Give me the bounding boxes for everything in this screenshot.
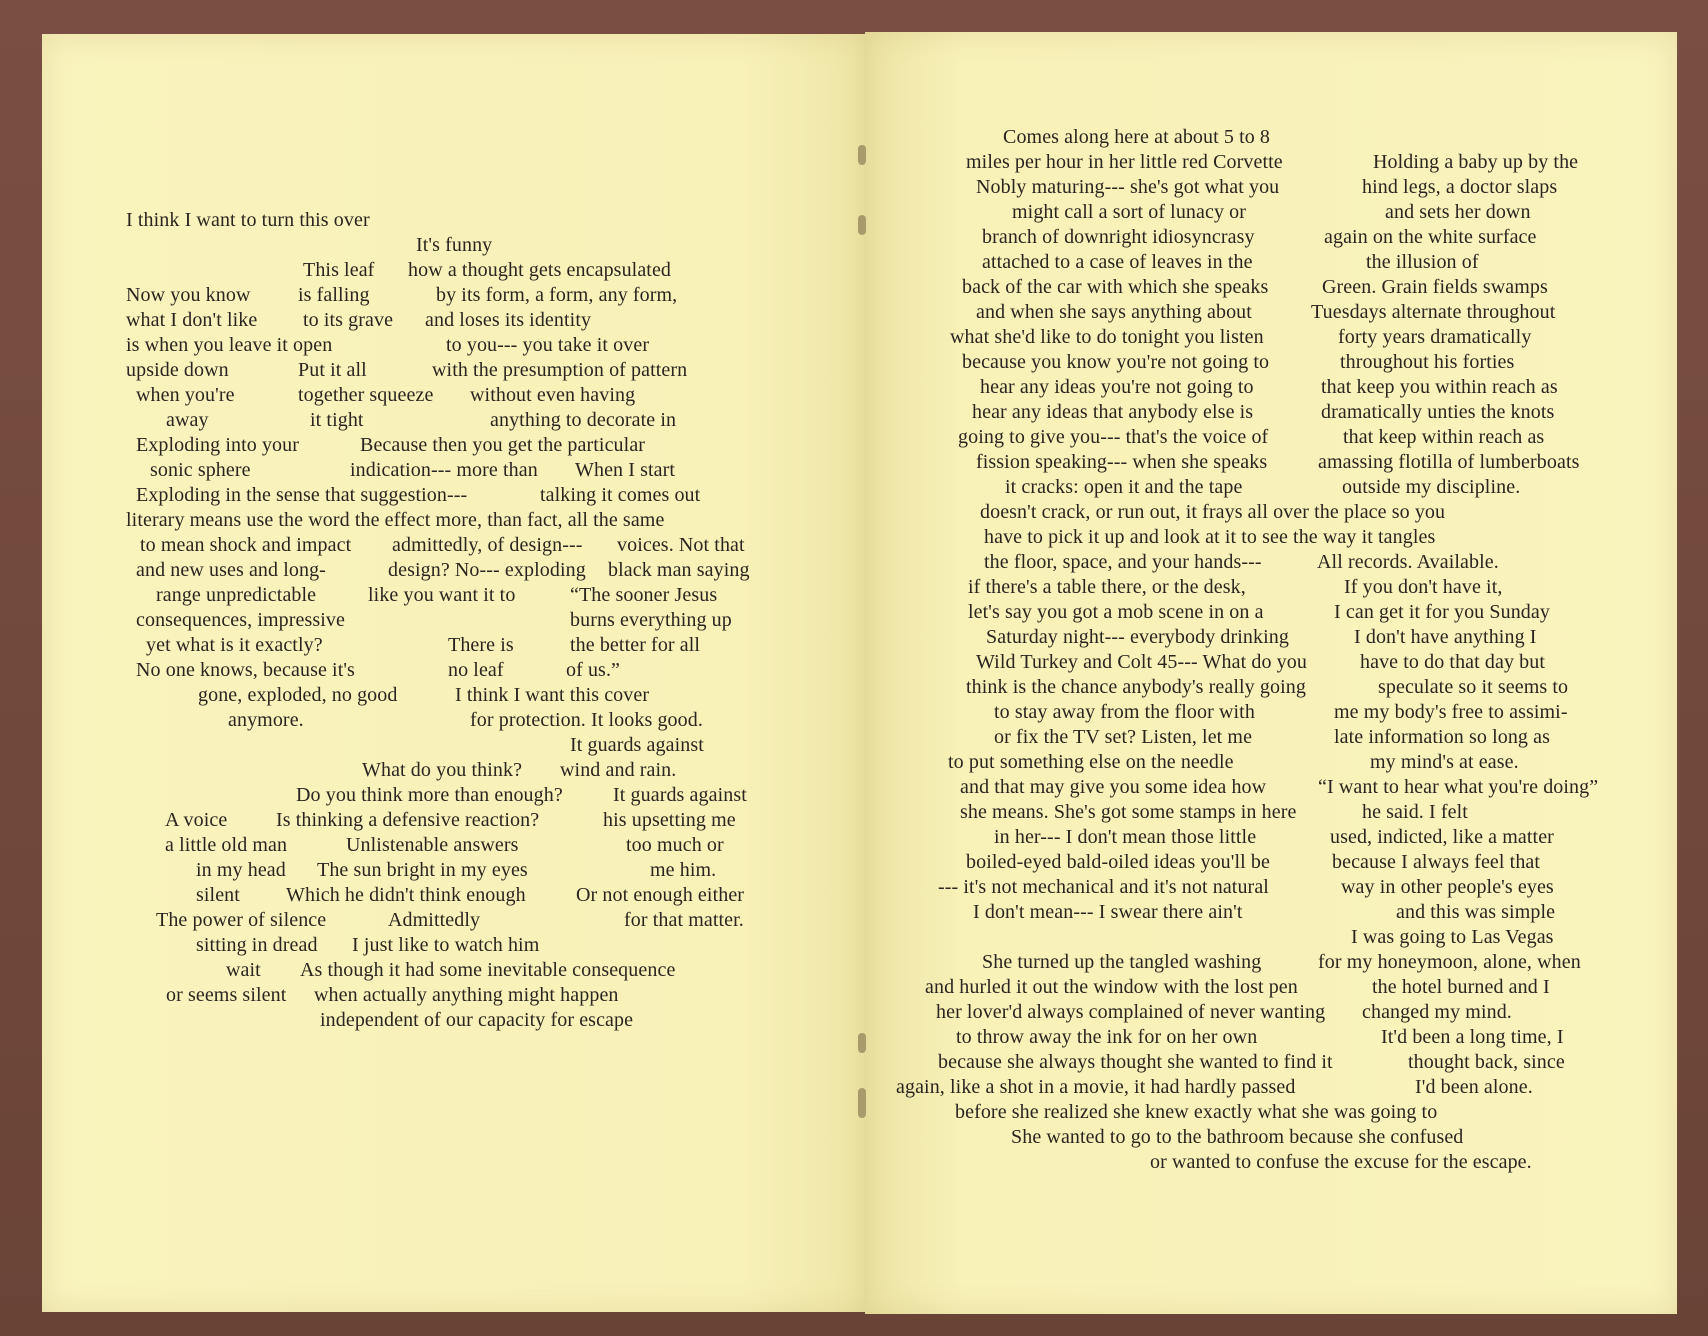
left-line-67: The power of silence [156, 909, 327, 931]
right-line-18: throughout his forties [1340, 351, 1515, 373]
right-line-19: hear any ideas you're not going to [980, 376, 1254, 398]
right-line-12: Green. Grain fields swamps [1322, 276, 1548, 298]
right-line-27: it cracks: open it and the tape [1005, 476, 1243, 498]
right-line-61: I was going to Las Vegas [1351, 926, 1554, 948]
left-line-1: It's funny [416, 234, 493, 256]
binding-staple-lower [858, 1033, 866, 1053]
right-line-35: let's say you got a mob scene in on a [968, 601, 1264, 623]
left-line-59: Unlistenable answers [346, 834, 519, 856]
left-line-24: indication--- more than [350, 459, 538, 481]
right-line-49: and that may give you some idea how [960, 776, 1267, 798]
right-line-33: if there's a table there, or the desk, [968, 576, 1246, 598]
right-line-65: the hotel burned and I [1372, 976, 1550, 998]
right-line-57: --- it's not mechanical and it's not natural [938, 876, 1269, 898]
right-line-47: to put something else on the needle [948, 751, 1234, 773]
left-line-66: Or not enough either [576, 884, 745, 906]
right-line-34: If you don't have it, [1344, 576, 1503, 598]
left-line-65: Which he didn't think enough [286, 884, 526, 906]
right-line-54: used, indicted, like a matter [1330, 826, 1554, 848]
right-line-76: or wanted to confuse the excuse for the escape. [1150, 1151, 1532, 1173]
right-line-36: I can get it for you Sunday [1334, 601, 1550, 623]
left-line-70: sitting in dread [196, 934, 318, 956]
right-line-56: because I always feel that [1332, 851, 1541, 873]
left-line-19: it tight [310, 409, 364, 431]
left-line-45: of us.” [566, 659, 621, 681]
left-line-72: wait [226, 959, 261, 981]
right-line-26: amassing flotilla of lumberboats [1318, 451, 1580, 473]
right-line-16: forty years dramatically [1338, 326, 1532, 348]
left-line-16: together squeeze [298, 384, 434, 406]
right-line-52: he said. I felt [1362, 801, 1468, 823]
left-line-33: design? No--- exploding [388, 559, 586, 581]
right-line-10: the illusion of [1366, 251, 1479, 273]
right-line-70: because she always thought she wanted to find it [938, 1051, 1333, 1073]
left-line-44: no leaf [448, 659, 504, 681]
right-line-43: to stay away from the floor with [994, 701, 1255, 723]
left-line-10: is when you leave it open [126, 334, 333, 356]
right-line-24: that keep within reach as [1343, 426, 1545, 448]
right-line-28: outside my discipline. [1342, 476, 1521, 498]
right-line-75: She wanted to go to the bathroom because she confused [1011, 1126, 1464, 1148]
left-line-14: with the presumption of pattern [432, 359, 688, 381]
left-line-68: Admittedly [388, 909, 481, 931]
right-line-15: what she'd like to do tonight you listen [950, 326, 1264, 348]
right-line-14: Tuesdays alternate throughout [1311, 301, 1556, 323]
left-line-29: to mean shock and impact [140, 534, 352, 556]
right-line-74: before she realized she knew exactly what she was going to [955, 1101, 1438, 1123]
left-line-3: how a thought gets encapsulated [408, 259, 672, 281]
left-line-54: It guards against [613, 784, 747, 806]
right-line-62: She turned up the tangled washing [982, 951, 1262, 973]
left-line-48: anymore. [228, 709, 304, 731]
left-line-52: wind and rain. [560, 759, 677, 781]
left-line-27: talking it comes out [540, 484, 701, 506]
left-line-4: Now you know [126, 284, 251, 306]
right-line-69: It'd been a long time, I [1381, 1026, 1564, 1048]
left-line-2: This leaf [303, 259, 375, 281]
right-line-40: have to do that day but [1360, 651, 1546, 673]
left-line-23: sonic sphere [150, 459, 251, 481]
right-line-21: hear any ideas that anybody else is [972, 401, 1254, 423]
left-line-25: When I start [575, 459, 676, 481]
left-line-61: in my head [196, 859, 286, 881]
right-line-25: fission speaking--- when she speaks [976, 451, 1268, 473]
left-line-30: admittedly, of design--- [392, 534, 583, 556]
left-line-21: Exploding into your [136, 434, 300, 456]
right-line-41: think is the chance anybody's really going [966, 676, 1306, 698]
right-line-23: going to give you--- that's the voice of [958, 426, 1269, 448]
right-line-68: to throw away the ink for on her own [956, 1026, 1258, 1048]
right-line-39: Wild Turkey and Colt 45--- What do you [976, 651, 1307, 673]
left-line-62: The sun bright in my eyes [317, 859, 528, 881]
left-line-31: voices. Not that [617, 534, 745, 556]
right-line-37: Saturday night--- everybody drinking [986, 626, 1289, 648]
right-line-53: in her--- I don't mean those little [994, 826, 1257, 848]
left-line-55: A voice [165, 809, 228, 831]
left-line-13: Put it all [298, 359, 367, 381]
left-line-9: and loses its identity [425, 309, 592, 331]
left-line-15: when you're [136, 384, 235, 406]
right-line-11: back of the car with which she speaks [962, 276, 1269, 298]
left-line-35: range unpredictable [156, 584, 317, 606]
right-line-58: way in other people's eyes [1341, 876, 1554, 898]
left-line-7: what I don't like [126, 309, 258, 331]
left-line-49: for protection. It looks good. [470, 709, 703, 731]
right-line-6: and sets her down [1385, 201, 1531, 223]
left-line-51: What do you think? [362, 759, 523, 781]
right-line-51: she means. She's got some stamps in here [960, 801, 1297, 823]
right-line-55: boiled-eyed bald-oiled ideas you'll be [966, 851, 1270, 873]
left-line-5: is falling [298, 284, 370, 306]
right-line-7: branch of downright idiosyncrasy [982, 226, 1255, 248]
left-line-58: a little old man [165, 834, 288, 856]
left-line-53: Do you think more than enough? [296, 784, 563, 806]
right-line-38: I don't have anything I [1354, 626, 1537, 648]
left-line-6: by its form, a form, any form, [436, 284, 678, 306]
right-line-1: miles per hour in her little red Corvette [966, 151, 1283, 173]
left-line-43: No one knows, because it's [136, 659, 355, 681]
left-line-69: for that matter. [624, 909, 744, 931]
left-line-26: Exploding in the sense that suggestion--- [136, 484, 468, 506]
right-line-8: again on the white surface [1324, 226, 1537, 248]
right-line-73: I'd been alone. [1415, 1076, 1533, 1098]
right-line-72: again, like a shot in a movie, it had hardly passed [896, 1076, 1296, 1098]
right-line-4: hind legs, a doctor slaps [1362, 176, 1558, 198]
left-line-56: Is thinking a defensive reaction? [276, 809, 540, 831]
right-line-30: have to pick it up and look at it to see the way it tangles [984, 526, 1436, 548]
left-line-32: and new uses and long- [136, 559, 326, 581]
right-line-48: my mind's at ease. [1370, 751, 1519, 773]
binding-staple-bottom [858, 1088, 866, 1118]
left-line-75: when actually anything might happen [314, 984, 619, 1006]
left-line-42: the better for all [570, 634, 701, 656]
left-line-34: black man saying [608, 559, 750, 581]
right-line-60: and this was simple [1396, 901, 1556, 923]
left-line-64: silent [196, 884, 240, 906]
left-line-71: I just like to watch him [352, 934, 540, 956]
right-line-46: late information so long as [1334, 726, 1550, 748]
right-line-59: I don't mean--- I swear there ain't [973, 901, 1243, 923]
left-line-50: It guards against [570, 734, 704, 756]
right-line-32: All records. Available. [1317, 551, 1499, 573]
left-line-63: me him. [650, 859, 717, 881]
right-line-71: thought back, since [1408, 1051, 1565, 1073]
left-line-41: There is [448, 634, 514, 656]
left-line-37: “The sooner Jesus [570, 584, 718, 606]
right-line-13: and when she says anything about [976, 301, 1252, 323]
binding-staple-middle [858, 215, 866, 235]
right-line-31: the floor, space, and your hands--- [984, 551, 1262, 573]
right-line-22: dramatically unties the knots [1321, 401, 1555, 423]
right-line-0: Comes along here at about 5 to 8 [1003, 126, 1271, 148]
right-line-45: or fix the TV set? Listen, let me [994, 726, 1253, 748]
left-line-46: gone, exploded, no good [198, 684, 398, 706]
right-line-3: Nobly maturing--- she's got what you [976, 176, 1280, 198]
left-line-12: upside down [126, 359, 229, 381]
left-line-57: his upsetting me [603, 809, 736, 831]
left-line-17: without even having [470, 384, 636, 406]
left-line-38: consequences, impressive [136, 609, 346, 631]
left-line-39: burns everything up [570, 609, 732, 631]
right-line-29: doesn't crack, or run out, it frays all over the place so you [980, 501, 1446, 523]
left-line-74: or seems silent [166, 984, 287, 1006]
binding-staple-top [858, 145, 866, 165]
left-line-40: yet what is it exactly? [146, 634, 323, 656]
left-line-47: I think I want this cover [455, 684, 650, 706]
left-line-76: independent of our capacity for escape [320, 1009, 634, 1031]
left-line-0: I think I want to turn this over [126, 209, 370, 231]
left-line-20: anything to decorate in [490, 409, 677, 431]
right-line-63: for my honeymoon, alone, when [1318, 951, 1581, 973]
left-line-22: Because then you get the particular [360, 434, 646, 456]
right-line-67: changed my mind. [1362, 1001, 1512, 1023]
left-line-73: As though it had some inevitable consequence [300, 959, 676, 981]
right-line-20: that keep you within reach as [1321, 376, 1558, 398]
right-line-17: because you know you're not going to [962, 351, 1270, 373]
left-line-18: away [166, 409, 209, 431]
left-line-11: to you--- you take it over [446, 334, 650, 356]
left-line-36: like you want it to [368, 584, 516, 606]
right-line-50: “I want to hear what you're doing” [1318, 776, 1599, 798]
right-line-64: and hurled it out the window with the lost pen [925, 976, 1298, 998]
right-line-42: speculate so it seems to [1378, 676, 1569, 698]
left-line-8: to its grave [303, 309, 394, 331]
right-line-2: Holding a baby up by the [1373, 151, 1579, 173]
right-line-66: her lover'd always complained of never wanting [936, 1001, 1326, 1023]
right-line-44: me my body's free to assimi- [1334, 701, 1568, 723]
right-line-5: might call a sort of lunacy or [1012, 201, 1247, 223]
left-line-28: literary means use the word the effect more, than fact, all the same [126, 509, 665, 531]
right-line-9: attached to a case of leaves in the [982, 251, 1253, 273]
left-line-60: too much or [626, 834, 724, 856]
